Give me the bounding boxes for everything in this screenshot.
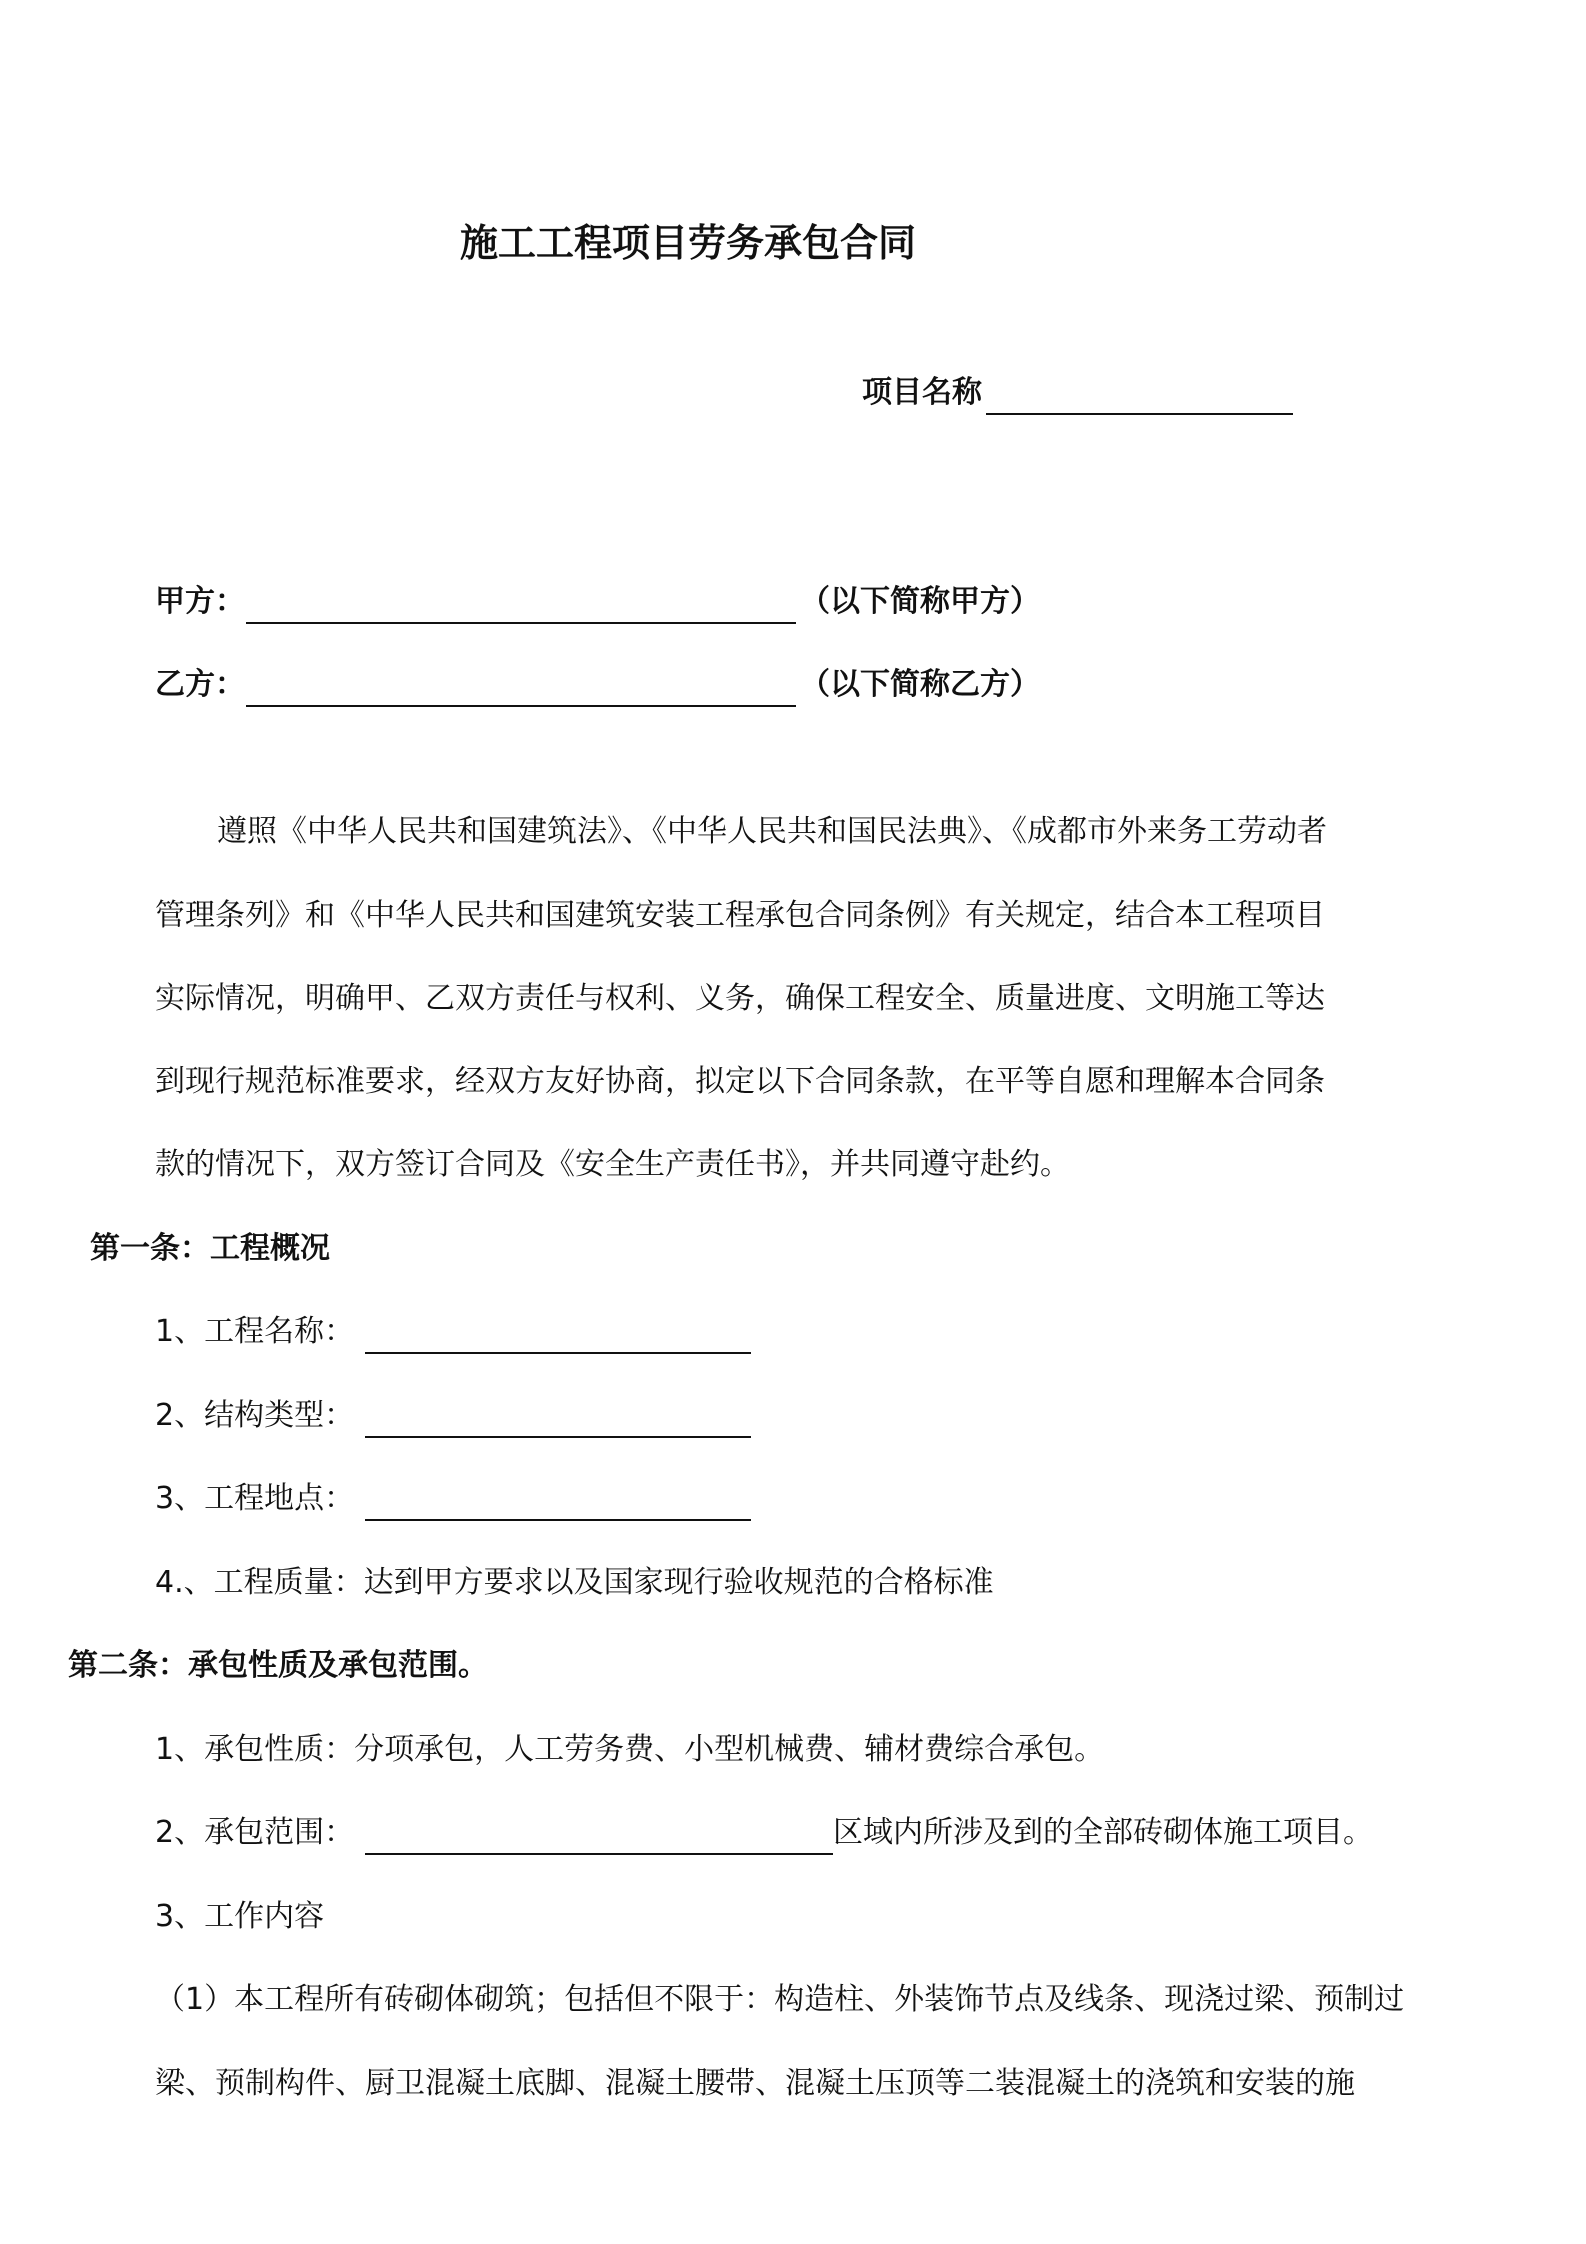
party-b-label: 乙方： xyxy=(155,667,245,702)
work-content-heading: 3、工作内容 xyxy=(155,1899,325,1934)
party-a-label: 甲方： xyxy=(155,584,245,619)
contract-nature-item: 1、承包性质：分项承包，人工劳务费、小型机械费、辅材费综合承包。 xyxy=(155,1732,1105,1767)
project-name-item-blank xyxy=(365,1352,751,1354)
preamble-line: 款的情况下，双方签订合同及《安全生产责任书》，并共同遵守赴约。 xyxy=(155,1147,1070,1182)
work-content-line: （1）本工程所有砖砌体砌筑；包括但不限于：构造柱、外装饰节点及线条、现浇过梁、预制过 xyxy=(155,1982,1405,2017)
preamble-line: 实际情况，明确甲、乙双方责任与权利、义务，确保工程安全、质量进度、文明施工等达 xyxy=(155,981,1325,1016)
project-location-item: 3、工程地点： xyxy=(155,1481,355,1516)
project-location-blank xyxy=(365,1519,751,1521)
preamble-line: 管理条列》和《中华人民共和国建筑安装工程承包合同条例》有关规定，结合本工程项目 xyxy=(155,898,1325,933)
project-quality-item: 4.、工程质量：达到甲方要求以及国家现行验收规范的合格标准 xyxy=(155,1565,994,1600)
structure-type-item: 2、结构类型： xyxy=(155,1398,355,1433)
party-b-suffix: （以下简称乙方） xyxy=(800,667,1040,702)
preamble-line: 遵照《中华人民共和国建筑法》、《中华人民共和国民法典》、《成都市外来务工劳动者 xyxy=(217,814,1327,849)
document-title: 施工工程项目劳务承包合同 xyxy=(460,221,917,265)
preamble-line: 到现行规范标准要求，经双方友好协商，拟定以下合同条款，在平等自愿和理解本合同条 xyxy=(155,1064,1325,1099)
article1-heading: 第一条：工程概况 xyxy=(90,1231,330,1266)
contract-scope-suffix: 区域内所涉及到的全部砖砌体施工项目。 xyxy=(833,1815,1373,1850)
structure-type-blank xyxy=(365,1436,751,1438)
work-content-line: 梁、预制构件、厨卫混凝土底脚、混凝土腰带、混凝土压顶等二装混凝土的浇筑和安装的施 xyxy=(155,2066,1355,2101)
party-a-suffix: （以下简称甲方） xyxy=(800,584,1040,619)
contract-scope-blank xyxy=(365,1853,833,1855)
project-name-label: 项目名称 xyxy=(862,375,982,410)
project-name-item: 1、工程名称： xyxy=(155,1314,355,1349)
article2-heading: 第二条：承包性质及承包范围。 xyxy=(68,1648,488,1683)
contract-scope-label: 2、承包范围： xyxy=(155,1815,355,1850)
project-name-blank xyxy=(986,413,1293,415)
party-a-blank xyxy=(246,622,796,624)
party-b-blank xyxy=(246,705,796,707)
